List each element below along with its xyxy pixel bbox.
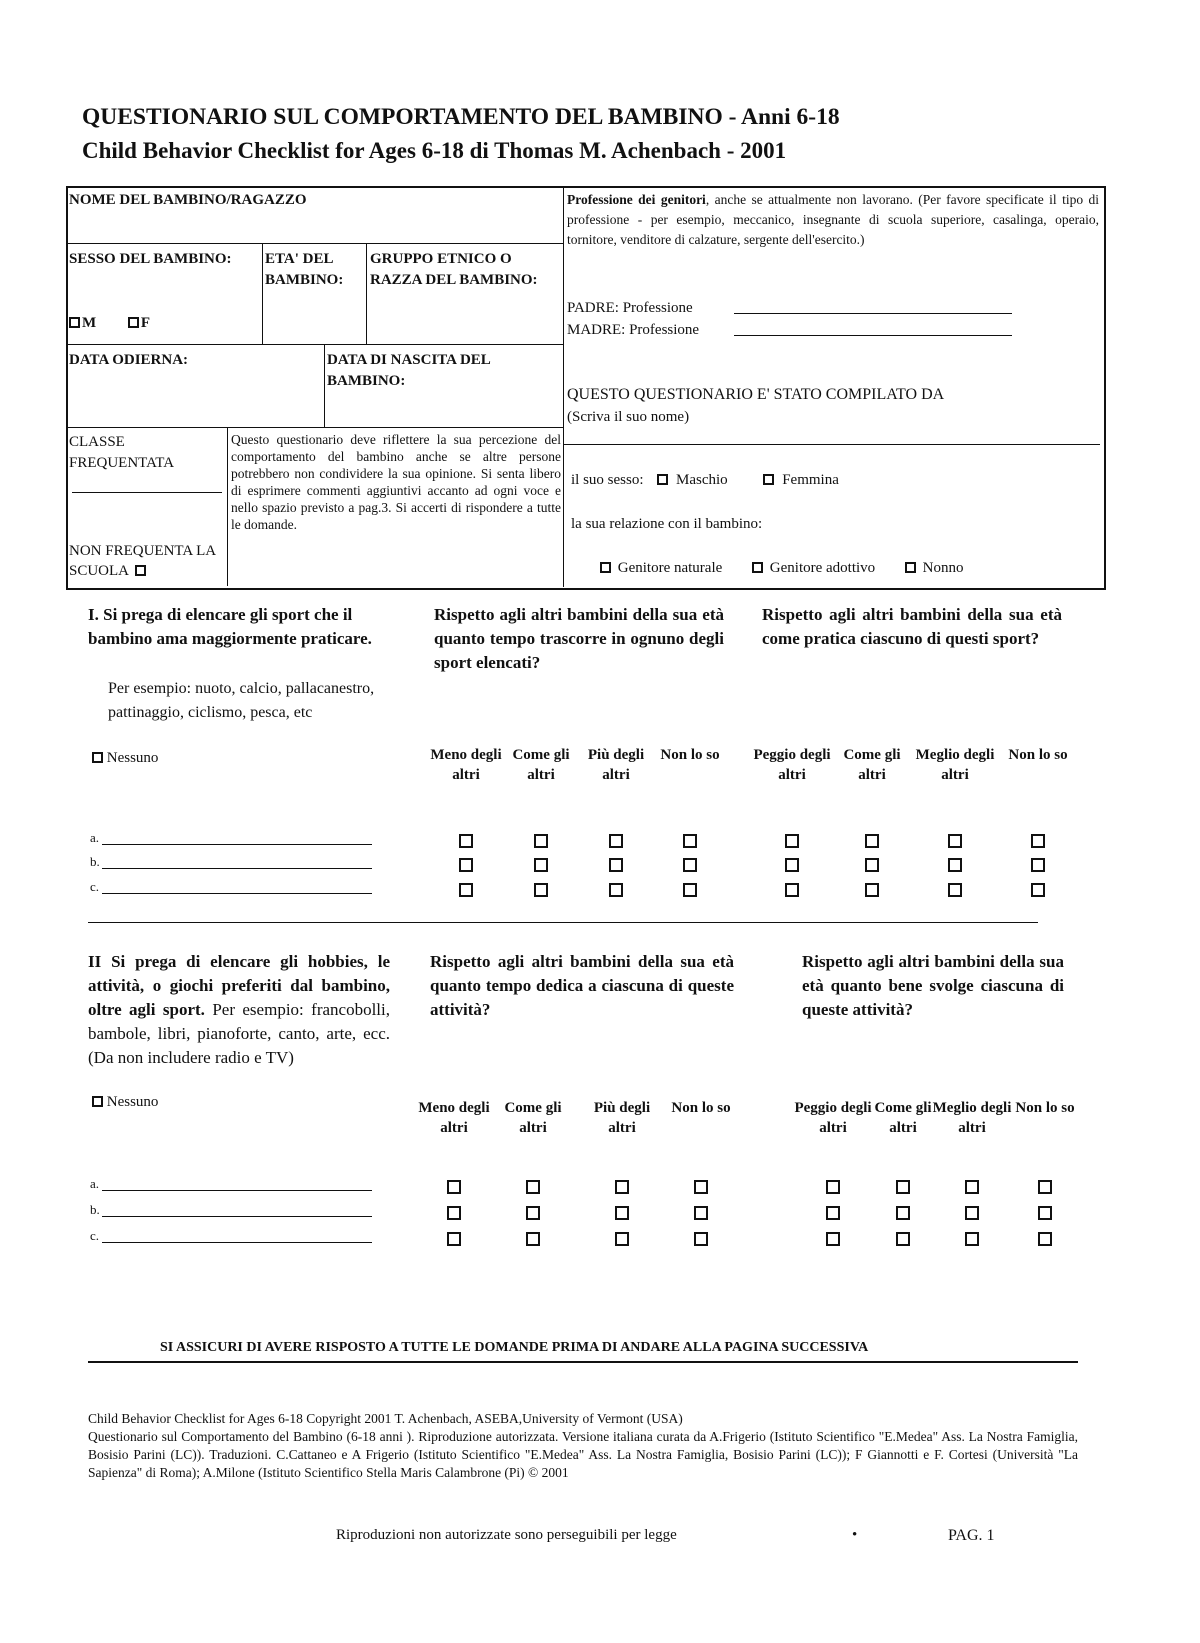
section1-rating-checkbox[interactable] — [534, 834, 548, 848]
section2-rating-checkbox[interactable] — [615, 1180, 629, 1194]
section2-rating-checkbox[interactable] — [526, 1206, 540, 1220]
section1-column-header: Meglio degli altri — [915, 747, 995, 783]
section1-rating-checkbox[interactable] — [609, 858, 623, 872]
section2-column-header: Meno degli altri — [418, 1100, 490, 1136]
section1-rating-checkbox[interactable] — [459, 883, 473, 897]
section2-rating-checkbox[interactable] — [965, 1180, 979, 1194]
section1-rating-checkbox[interactable] — [683, 883, 697, 897]
section2-heading: II Si prega di elencare gli hobbies, le attività, o giochi preferiti dal bambino, oltre agli sport. Per esempio: francobolli, bambole, libri, pianoforte, canto, arte, ecc. (Da non includere radio e TV) — [88, 952, 391, 1067]
footer-copyright: Child Behavior Checklist for Ages 6-18 Copyright 2001 T. Achenbach, ASEBA,University of Vermont (USA) — [88, 1411, 683, 1426]
footer-bullet: • — [852, 1527, 858, 1543]
section1-examples: Per esempio: nuoto, calcio, pallacanestro, pattinaggio, ciclismo, pesca, etc — [108, 680, 375, 721]
section2-rating-checkbox[interactable] — [826, 1206, 840, 1220]
section2-rating-checkbox[interactable] — [526, 1232, 540, 1246]
parents-job-text: Professione dei genitori, anche se attualmente non lavorano. (Per favore specificate il tipo di professione - per esempio, meccanico, insegnante di scuola superiore, casalinga, operaio, tornitore, venditore di calzature, sergente dell'esercito.) — [567, 192, 1099, 247]
section1-rating-checkbox[interactable] — [683, 834, 697, 848]
father-job-label: PADRE: Professione — [567, 300, 693, 316]
compiled-by-sub: (Scriva il suo nome) — [567, 409, 690, 425]
section1-rating-checkbox[interactable] — [865, 858, 879, 872]
section1-rating-checkbox[interactable] — [609, 883, 623, 897]
relation-label: la sua relazione con il bambino: — [571, 516, 763, 532]
section2-rating-checkbox[interactable] — [896, 1180, 910, 1194]
section1-none: Nessuno — [92, 748, 158, 769]
section2-column-header: Meglio degli altri — [932, 1100, 1012, 1136]
section2-rating-checkbox[interactable] — [694, 1232, 708, 1246]
section2-column-header: Non lo so — [671, 1100, 731, 1116]
section2-how-question: Rispetto agli altri bambini della sua età quanto bene svolge ciascuna di queste attività? — [802, 952, 1064, 1019]
instructions-text: Questo questionario deve riflettere la sua percezione del comportamento del bambino anche se altre persone potrebbero non condividere la sua opinione. Si senta libero di esprimere commenti aggiuntivi accanto ad ogni voce e nello spazio previsto a pag.3. Si accerti di rispondere a tutte le domande. — [231, 432, 561, 532]
section2-none-checkbox[interactable] — [92, 1096, 103, 1107]
section2-row-input[interactable] — [102, 1216, 372, 1217]
section1-rating-checkbox[interactable] — [948, 883, 962, 897]
adoptive-parent-checkbox[interactable] — [752, 562, 763, 573]
section1-rating-checkbox[interactable] — [948, 834, 962, 848]
footer-notice: Riproduzioni non autorizzate sono perseguibili per legge — [336, 1527, 677, 1543]
section1-column-header: Più degli altri — [587, 747, 645, 783]
section1-column-header: Non lo so — [660, 747, 720, 763]
section1-rating-checkbox[interactable] — [865, 834, 879, 848]
section1-row-label: c. — [90, 879, 100, 894]
ethnic-label: GRUPPO ETNICO O RAZZA DEL BAMBINO: — [370, 251, 538, 288]
class-label: CLASSE FREQUENTATA — [69, 434, 175, 471]
section1-rating-checkbox[interactable] — [1031, 858, 1045, 872]
section2-rating-checkbox[interactable] — [965, 1232, 979, 1246]
section2-rating-checkbox[interactable] — [826, 1232, 840, 1246]
section2-row-label: b. — [90, 1202, 100, 1217]
section1-rating-checkbox[interactable] — [534, 883, 548, 897]
age-label: ETA' DEL BAMBINO: — [265, 251, 344, 288]
compiled-by-label: QUESTO QUESTIONARIO E' STATO COMPILATO DA — [567, 386, 945, 403]
section-divider — [88, 922, 1038, 923]
section2-column-header: Peggio degli altri — [794, 1100, 872, 1136]
section2-rating-checkbox[interactable] — [965, 1206, 979, 1220]
page-title: QUESTIONARIO SUL COMPORTAMENTO DEL BAMBINO - Anni 6-18 — [82, 104, 840, 130]
section1-rating-checkbox[interactable] — [459, 834, 473, 848]
father-job-field[interactable] — [734, 313, 1012, 314]
section2-rating-checkbox[interactable] — [896, 1206, 910, 1220]
sex-options: M F — [69, 313, 150, 334]
section1-how-question: Rispetto agli altri bambini della sua età come pratica ciascuno di questi sport? — [762, 605, 1062, 648]
reminder-rule — [88, 1361, 1078, 1363]
section2-column-header: Come gli altri — [874, 1100, 932, 1136]
section1-none-checkbox[interactable] — [92, 752, 103, 763]
reminder-text: SI ASSICURI DI AVERE RISPOSTO A TUTTE LE DOMANDE PRIMA DI ANDARE ALLA PAGINA SUCCESSIVA — [160, 1340, 869, 1355]
section1-rating-checkbox[interactable] — [785, 858, 799, 872]
section2-column-header: Più degli altri — [593, 1100, 651, 1136]
section2-rating-checkbox[interactable] — [447, 1232, 461, 1246]
section2-rating-checkbox[interactable] — [694, 1180, 708, 1194]
female-checkbox[interactable] — [763, 474, 774, 485]
section2-rating-checkbox[interactable] — [826, 1180, 840, 1194]
section1-rating-checkbox[interactable] — [865, 883, 879, 897]
section1-column-header: Come gli altri — [843, 747, 901, 783]
section1-rating-checkbox[interactable] — [609, 834, 623, 848]
section2-rating-checkbox[interactable] — [615, 1206, 629, 1220]
section2-rating-checkbox[interactable] — [447, 1206, 461, 1220]
child-name-field[interactable] — [69, 212, 559, 240]
page-subtitle: Child Behavior Checklist for Ages 6-18 di Thomas M. Achenbach - 2001 — [82, 138, 787, 163]
relation-options: Genitore naturale Genitore adottivo Nonno — [600, 558, 964, 579]
section1-row-input[interactable] — [102, 893, 372, 894]
child-name-label: NOME DEL BAMBINO/RAGAZZO — [69, 192, 307, 208]
section2-rating-checkbox[interactable] — [615, 1232, 629, 1246]
birth-date-label: DATA DI NASCITA DEL BAMBINO: — [327, 352, 490, 389]
section1-column-header: Meno degli altri — [430, 747, 502, 783]
section1-rating-checkbox[interactable] — [785, 834, 799, 848]
sex-label: SESSO DEL BAMBINO: — [69, 251, 232, 267]
section2-rating-checkbox[interactable] — [526, 1180, 540, 1194]
section1-row-input[interactable] — [102, 844, 372, 845]
sex-m-checkbox[interactable] — [69, 317, 80, 328]
today-date-label: DATA ODIERNA: — [69, 352, 189, 368]
section2-time-question: Rispetto agli altri bambini della sua età quanto tempo dedica a ciascuna di queste attività? — [430, 952, 734, 1019]
section2-row-label: c. — [90, 1228, 100, 1243]
section2-column-header: Non lo so — [1015, 1100, 1075, 1116]
mother-job-label: MADRE: Professione — [567, 322, 700, 338]
section1-rating-checkbox[interactable] — [459, 858, 473, 872]
natural-parent-checkbox[interactable] — [600, 562, 611, 573]
section1-rating-checkbox[interactable] — [534, 858, 548, 872]
section2-rating-checkbox[interactable] — [896, 1232, 910, 1246]
section1-column-header: Non lo so — [1008, 747, 1068, 763]
section2-rating-checkbox[interactable] — [694, 1206, 708, 1220]
section2-rating-checkbox[interactable] — [1038, 1180, 1052, 1194]
section2-column-header: Come gli altri — [504, 1100, 562, 1136]
section1-column-header: Peggio degli altri — [753, 747, 831, 783]
section2-row-label: a. — [90, 1176, 100, 1191]
section2-rating-checkbox[interactable] — [1038, 1232, 1052, 1246]
page-number: PAG. 1 — [948, 1527, 995, 1544]
male-checkbox[interactable] — [657, 474, 668, 485]
mother-job-field[interactable] — [734, 335, 1012, 336]
section1-rating-checkbox[interactable] — [785, 883, 799, 897]
section2-row-input[interactable] — [102, 1190, 372, 1191]
section1-rating-checkbox[interactable] — [948, 858, 962, 872]
section2-rating-checkbox[interactable] — [1038, 1206, 1052, 1220]
section2-rating-checkbox[interactable] — [447, 1180, 461, 1194]
section2-row-input[interactable] — [102, 1242, 372, 1243]
section1-rating-checkbox[interactable] — [1031, 834, 1045, 848]
section1-row-label: a. — [90, 830, 100, 845]
grandparent-checkbox[interactable] — [905, 562, 916, 573]
section2-none: Nessuno — [92, 1092, 158, 1113]
footer-credits: Questionario sul Comportamento del Bambino (6-18 anni ). Riproduzione autorizzata. Versione italiana curata da A.Frigerio (Istituto Scientifico "E.Medea" Ass. La Nostra Famiglia, Bosisio Parini (LC)). Traduzioni. C.Cattaneo e A Frigerio (Istituto Scientifico "E.Medea" Ass. La Nostra Famiglia, Bosisio Parini (LC)); F Giannotti e F. Cortesi (Università "La Sapienza" di Roma); A.Milone (Istituto Scientifico Stella Maris Calambrone (Pi) © 2001 — [88, 1429, 1078, 1480]
section1-rating-checkbox[interactable] — [683, 858, 697, 872]
section1-row-label: b. — [90, 854, 100, 869]
section1-time-question: Rispetto agli altri bambini della sua età quanto tempo trascorre in ognuno degli sport elencati? — [434, 605, 724, 672]
not-school-checkbox[interactable] — [135, 565, 146, 576]
section1-column-header: Come gli altri — [512, 747, 570, 783]
your-sex-row: il suo sesso: Maschio Femmina — [571, 472, 839, 488]
not-school-label: NON FREQUENTA LA SCUOLA — [69, 543, 216, 579]
section1-row-input[interactable] — [102, 868, 372, 869]
section1-heading: I. Si prega di elencare gli sport che il bambino ama maggiormente praticare. — [88, 605, 372, 648]
sex-f-checkbox[interactable] — [128, 317, 139, 328]
section1-rating-checkbox[interactable] — [1031, 883, 1045, 897]
